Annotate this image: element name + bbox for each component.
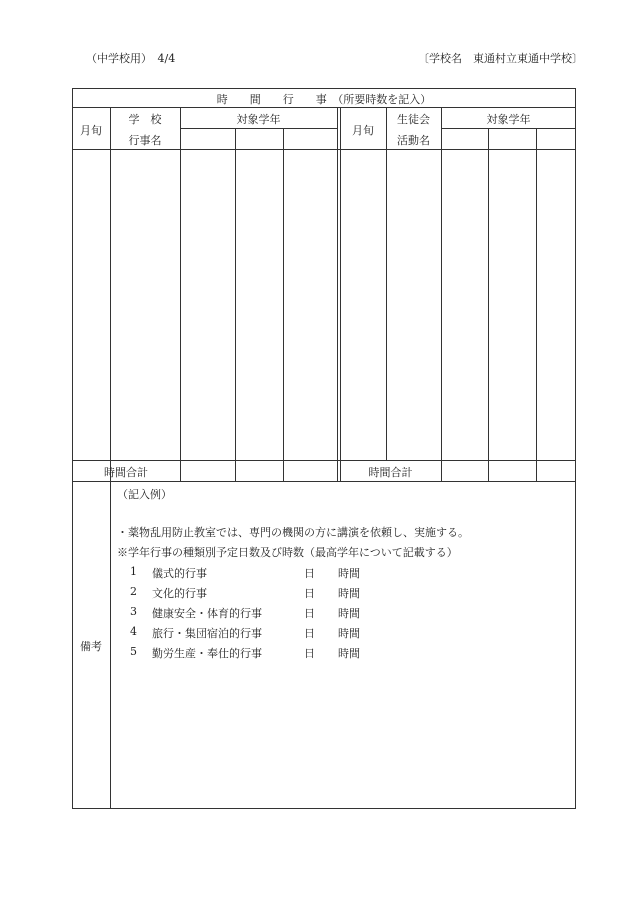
list-item-day-unit: 日 [304, 647, 315, 660]
right-target-grade-header: 対象学年 [486, 113, 531, 126]
list-item-day-unit: 日 [304, 627, 315, 640]
remarks-label: 備考 [80, 640, 102, 653]
list-item-name: 健康安全・体育的行事 [152, 607, 262, 620]
list-item-hour-unit: 時間 [338, 567, 360, 580]
list-item-name: 勤労生産・奉仕的行事 [152, 647, 262, 660]
list-item-name: 儀式的行事 [152, 567, 207, 580]
remark-note-2: ※学年行事の種類別予定日数及び時数（最高学年について記載する） [117, 546, 458, 559]
school-name: 〔学校名 東通村立東通中学校〕 [418, 52, 583, 65]
left-month-header: 月旬 [80, 124, 102, 137]
list-item-day-unit: 日 [304, 607, 315, 620]
list-item-number: 4 [130, 625, 137, 638]
remark-note-1: ・薬物乱用防止教室では、専門の機関の方に講演を依頼し、実施する。 [117, 526, 469, 539]
list-item-day-unit: 日 [304, 587, 315, 600]
right-total-hours: 時間合計 [368, 466, 413, 479]
school-event-header-line2: 行事名 [128, 134, 162, 147]
list-item-name: 旅行・集団宿泊的行事 [152, 627, 262, 640]
list-item-number: 5 [130, 645, 137, 658]
list-item-day-unit: 日 [304, 567, 315, 580]
student-council-header-line2: 活動名 [397, 134, 430, 147]
list-item-hour-unit: 時間 [338, 647, 360, 660]
grade-label: （中学校用） 4/4 [86, 52, 176, 65]
list-item-name: 文化的行事 [152, 587, 207, 600]
list-item-hour-unit: 時間 [338, 627, 360, 640]
left-total-hours: 時間合計 [104, 466, 148, 479]
list-item-number: 1 [130, 565, 137, 578]
table-title: 時 間 行 事 （所要時数を記入） [216, 93, 432, 106]
list-item-number: 3 [130, 605, 137, 618]
list-item-number: 2 [130, 585, 137, 598]
student-council-header-line1: 生徒会 [397, 113, 430, 126]
list-item-hour-unit: 時間 [338, 587, 360, 600]
example-heading: （記入例） [117, 488, 172, 501]
school-event-header-line1: 学 校 [128, 113, 162, 126]
list-item-hour-unit: 時間 [338, 607, 360, 620]
left-target-grade-header: 対象学年 [236, 113, 281, 126]
right-month-header: 月旬 [352, 124, 374, 137]
